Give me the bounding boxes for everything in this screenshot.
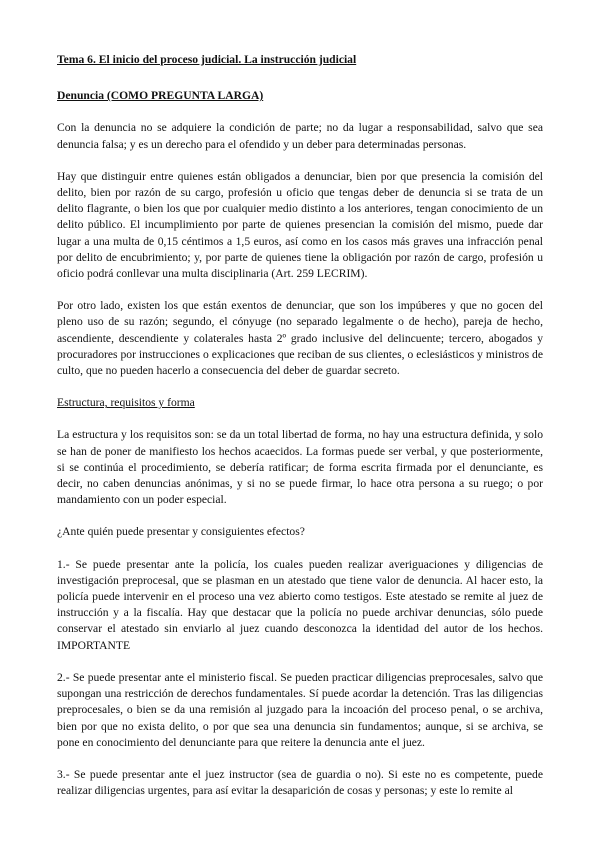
- list-item: 1.- Se puede presentar ante la policía, los cuales pueden realizar averiguaciones y diligencias de investigación preprocesal, que se plasman en un atestado que tiene valor de denuncia. Al hacer esto, la policía puede intervenir en el proceso una vez abierto como testigos. Este atestado se remite al juez de instrucción y a la fiscalía. Hay que destacar que la policía no puede archivar denuncias, sólo puede conservar el atestado sin enviarlo al juez cuando desconozca la identidad del autor de los hechos. IMPORTANTE: [57, 557, 543, 652]
- section-heading-estructura: Estructura, requisitos y forma: [57, 396, 195, 410]
- list-item: 2.- Se puede presentar ante el ministerio fiscal. Se pueden practicar diligencias preprocesales, salvo que supongan una restricción de derechos fundamentales. Sí puede acordar la detención. Tras las diligencias preprocesales, o bien se da una remisión al juzgado para la incoación del proceso penal, o se archiva, bien por que no exista delito, o por que sea una denuncia sin fundamentos; aunque, si se archiva, se pone en conocimiento del denunciante para que reitere la denuncia ante el juez.: [57, 670, 543, 749]
- section-heading-denuncia: Denuncia (COMO PREGUNTA LARGA): [57, 89, 264, 103]
- paragraph: Hay que distinguir entre quienes están obligados a denunciar, bien por que presencia la comisión del delito, bien por razón de su cargo, profesión u oficio que tengas deber de denuncia si se trata de un delito flagrante, o bien los que por cualquier medio distinto a los anteriores, tengan conocimiento de un delito público. El incumplimiento por parte de quienes presencian la comisión del mismo, puede dar lugar a una multa de 0,15 céntimos a 1,5 euros, así como en los casos más graves una infracción penal por delito de encubrimiento; y, por parte de quienes tiene la obligación por razón de cargo, profesión u oficio podrá conllevar una multa disciplinaria (Art. 259 LECRIM).: [57, 169, 543, 281]
- page-title: Tema 6. El inicio del proceso judicial. La instrucción judicial: [57, 53, 357, 66]
- question-line: ¿Ante quién puede presentar y consiguientes efectos?: [57, 525, 305, 539]
- paragraph: Por otro lado, existen los que están exentos de denunciar, que son los impúberes y que no gocen del pleno uso de su razón; segundo, el cónyuge (no separado legalmente o de hecho), pareja de hecho, ascendiente, descendiente y colaterales hasta 2º grado inclusive del delincuente; tercero, abogados y procuradores por instrucciones o explicaciones que reciban de sus clientes, o eclesiásticos y ministros de culto, que no pueden hacerlo a consecuencia del deber de guardar secreto.: [57, 299, 543, 378]
- list-item: 3.- Se puede presentar ante el juez instructor (sea de guardia o no). Si este no es competente, puede realizar diligencias urgentes, para así evitar la desaparición de cosas y personas; y este lo remite al: [57, 767, 543, 798]
- paragraph: Con la denuncia no se adquiere la condición de parte; no da lugar a responsabilidad, salvo que sea denuncia falsa; y es un derecho para el ofendido y un deber para determinadas personas.: [57, 121, 543, 151]
- paragraph: La estructura y los requisitos son: se da un total libertad de forma, no hay una estructura definida, y solo se han de poner de manifiesto los hechos acaecidos. La formas puede ser verbal, y que posteriormente, si se continúa el procedimiento, se debería ratificar; de forma escrita firmada por el denunciante, es decir, no caben denuncias anónimas, y si no se puede firmar, lo hace otra persona a su ruego; o por mandamiento con un poder especial.: [57, 428, 543, 507]
